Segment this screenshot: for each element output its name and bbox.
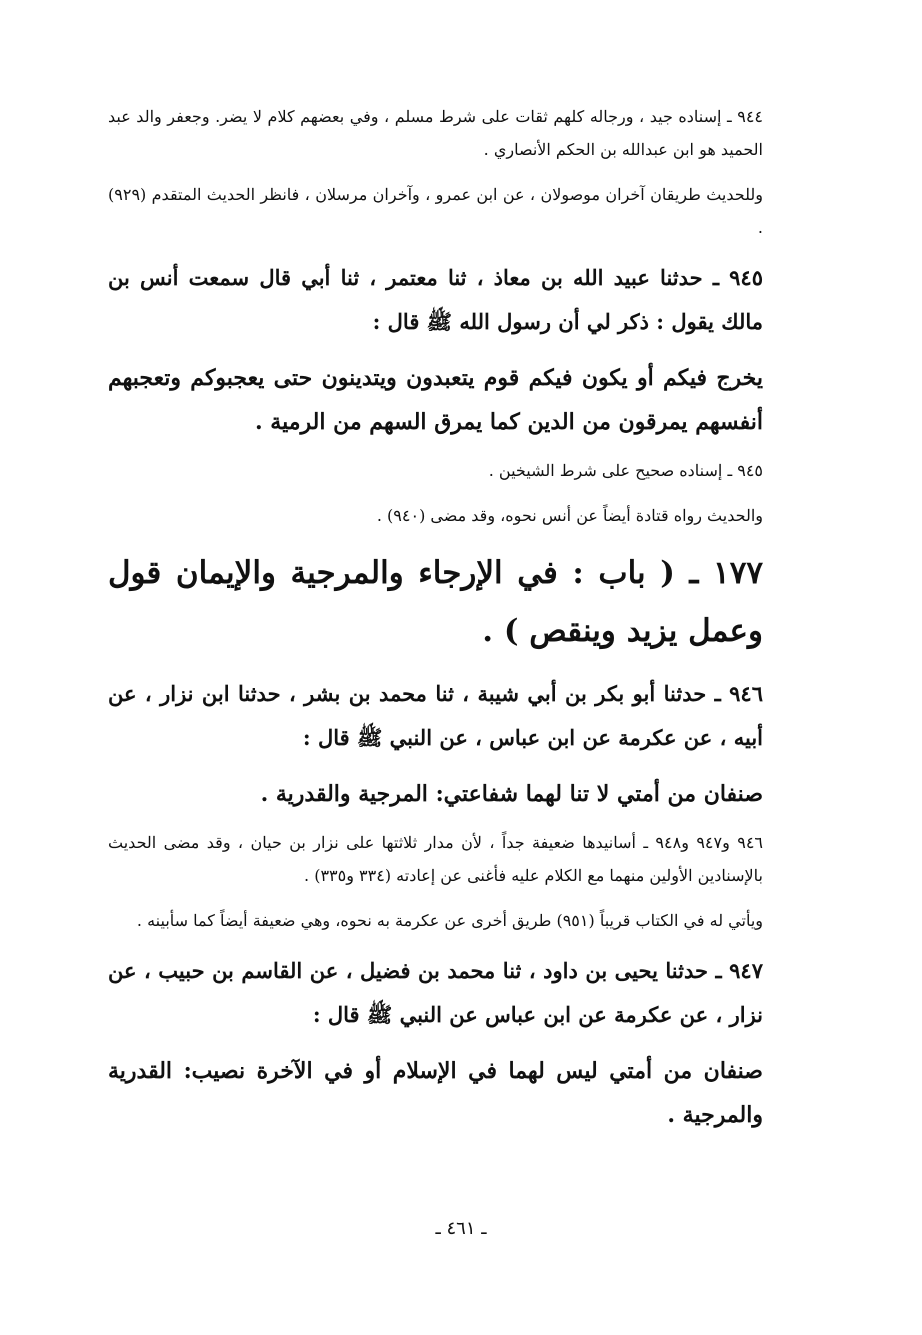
page-number: ـ ٤٦١ ـ xyxy=(435,1218,487,1239)
note-944-isnad: ٩٤٤ ـ إسناده جيد ، ورجاله كلهم ثقات على شرط مسلم ، وفي بعضهم كلام لا يضر. وجعفر والد عبد الحميد هو ابن عبدالله بن الحكم الأنصاري . xyxy=(108,107,763,159)
hadith-945-matn: يخرج فيكم أو يكون فيكم قوم يتعبدون ويتدينون حتى يعجبوكم وتعجبهم أنفسهم يمرقون من الدين كما يمرق السهم من الرمية . xyxy=(108,365,763,435)
hadith-947-matn: صنفان من أمتي ليس لهما في الإسلام أو في الآخرة نصيب: القدرية والمرجية . xyxy=(108,1058,763,1128)
page-body xyxy=(108,100,763,1147)
hadith-946-isnad: ٩٤٦ ـ حدثنا أبو بكر بن أبي شيبة ، ثنا محمد بن بشر ، حدثنا ابن نزار ، عن أبيه ، عن عكرمة عن ابن عباس ، عن النبي ﷺ قال : xyxy=(108,681,763,750)
hadith-945-isnad: ٩٤٥ ـ حدثنا عبيد الله بن معاذ ، ثنا معتمر ، ثنا أبي قال سمعت أنس بن مالك يقول : ذكر لي أن رسول الله ﷺ قال : xyxy=(108,265,763,334)
note-944-turuq: وللحديث طريقان آخران موصولان ، عن ابن عمرو ، وآخران مرسلان ، فانظر الحديث المتقدم (٩٢٩) . xyxy=(108,185,763,237)
note-946-948-ikrima: ويأتي له في الكتاب قريباً (٩٥١) طريق أخرى عن عكرمة به نحوه، وهي ضعيفة أيضاً كما سأبينه . xyxy=(136,911,763,930)
note-945-isnad: ٩٤٥ ـ إسناده صحيح على شرط الشيخين . xyxy=(488,461,763,480)
note-945-qatada: والحديث رواه قتادة أيضاً عن أنس نحوه، وقد مضى (٩٤٠) . xyxy=(376,506,763,525)
hadith-946-matn: صنفان من أمتي لا تنا لهما شفاعتي: المرجية والقدرية . xyxy=(260,781,763,807)
hadith-947-isnad: ٩٤٧ ـ حدثنا يحيى بن داود ، ثنا محمد بن فضيل ، عن القاسم بن حبيب ، عن نزار ، عن عكرمة عن ابن عباس عن النبي ﷺ قال : xyxy=(108,958,763,1027)
chapter-177-title: ١٧٧ ـ ( باب : في الإرجاء والمرجية والإيمان قول وعمل يزيد وينقص ) . xyxy=(108,555,763,649)
note-946-948-isnad: ٩٤٦ و٩٤٧ و٩٤٨ ـ أسانيدها ضعيفة جداً ، لأن مدار ثلاثتها على نزار بن حيان ، وقد مضى الحديث بالإسنادين الأولين منهما مع الكلام عليه فأغنى عن إعادته (٣٣٤ و٣٣٥) . xyxy=(108,833,764,885)
